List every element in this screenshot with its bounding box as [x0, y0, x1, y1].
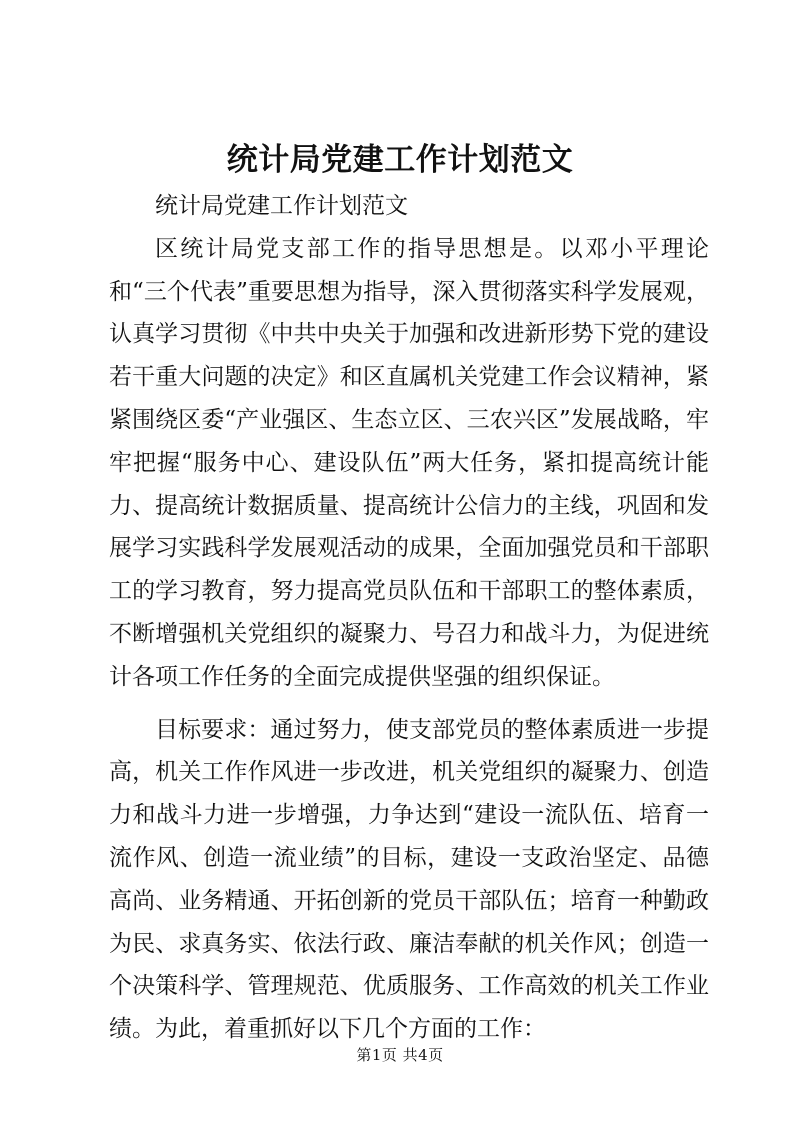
guiding-thought-paragraph: 区统计局党支部工作的指导思想是。以邓小平理论和“三个代表”重要思想为指导，深入贯彻落实科学发展观，认真学习贯彻《中共中央关于加强和改进新形势下党的建设若干重大问题的决定》和区直属机关党建工作会议精神，紧紧围绕区委“产业强区、生态立区、三农兴区”发展战略，牢牢把握“服务中心、建设队伍”两大任务，紧扣提高统计能力、提高统计数据质量、提高统计公信力的主线，巩固和发展学习实践科学发展观活动的成果，全面加强党员和干部职工的学习教育，努力提高党员队伍和干部职工的整体素质，不断增强机关党组织的凝聚力、号召力和战斗力，为促进统计各项工作任务的全面完成提供坚强的组织保证。 [109, 235, 709, 690]
subtitle-paragraph: 统计局党建工作计划范文 [155, 193, 408, 219]
page-number-footer: 第1页 共4页 [356, 1046, 444, 1064]
document-body [109, 185, 709, 1051]
document-title: 统计局党建工作计划范文 [226, 142, 574, 178]
objectives-paragraph: 目标要求：通过努力，使支部党员的整体素质进一步提高，机关工作作风进一步改进，机关党组织的凝聚力、创造力和战斗力进一步增强，力争达到“建设一流队伍、培育一流作风、创造一流业绩”的目标，建设一支政治坚定、品德高尚、业务精通、开拓创新的党员干部队伍；培育一种勤政为民、求真务实、依法行政、廉洁奉献的机关作风；创造一个决策科学、管理规范、优质服务、工作高效的机关工作业绩。为此，着重抓好以下几个方面的工作： [109, 716, 709, 1043]
